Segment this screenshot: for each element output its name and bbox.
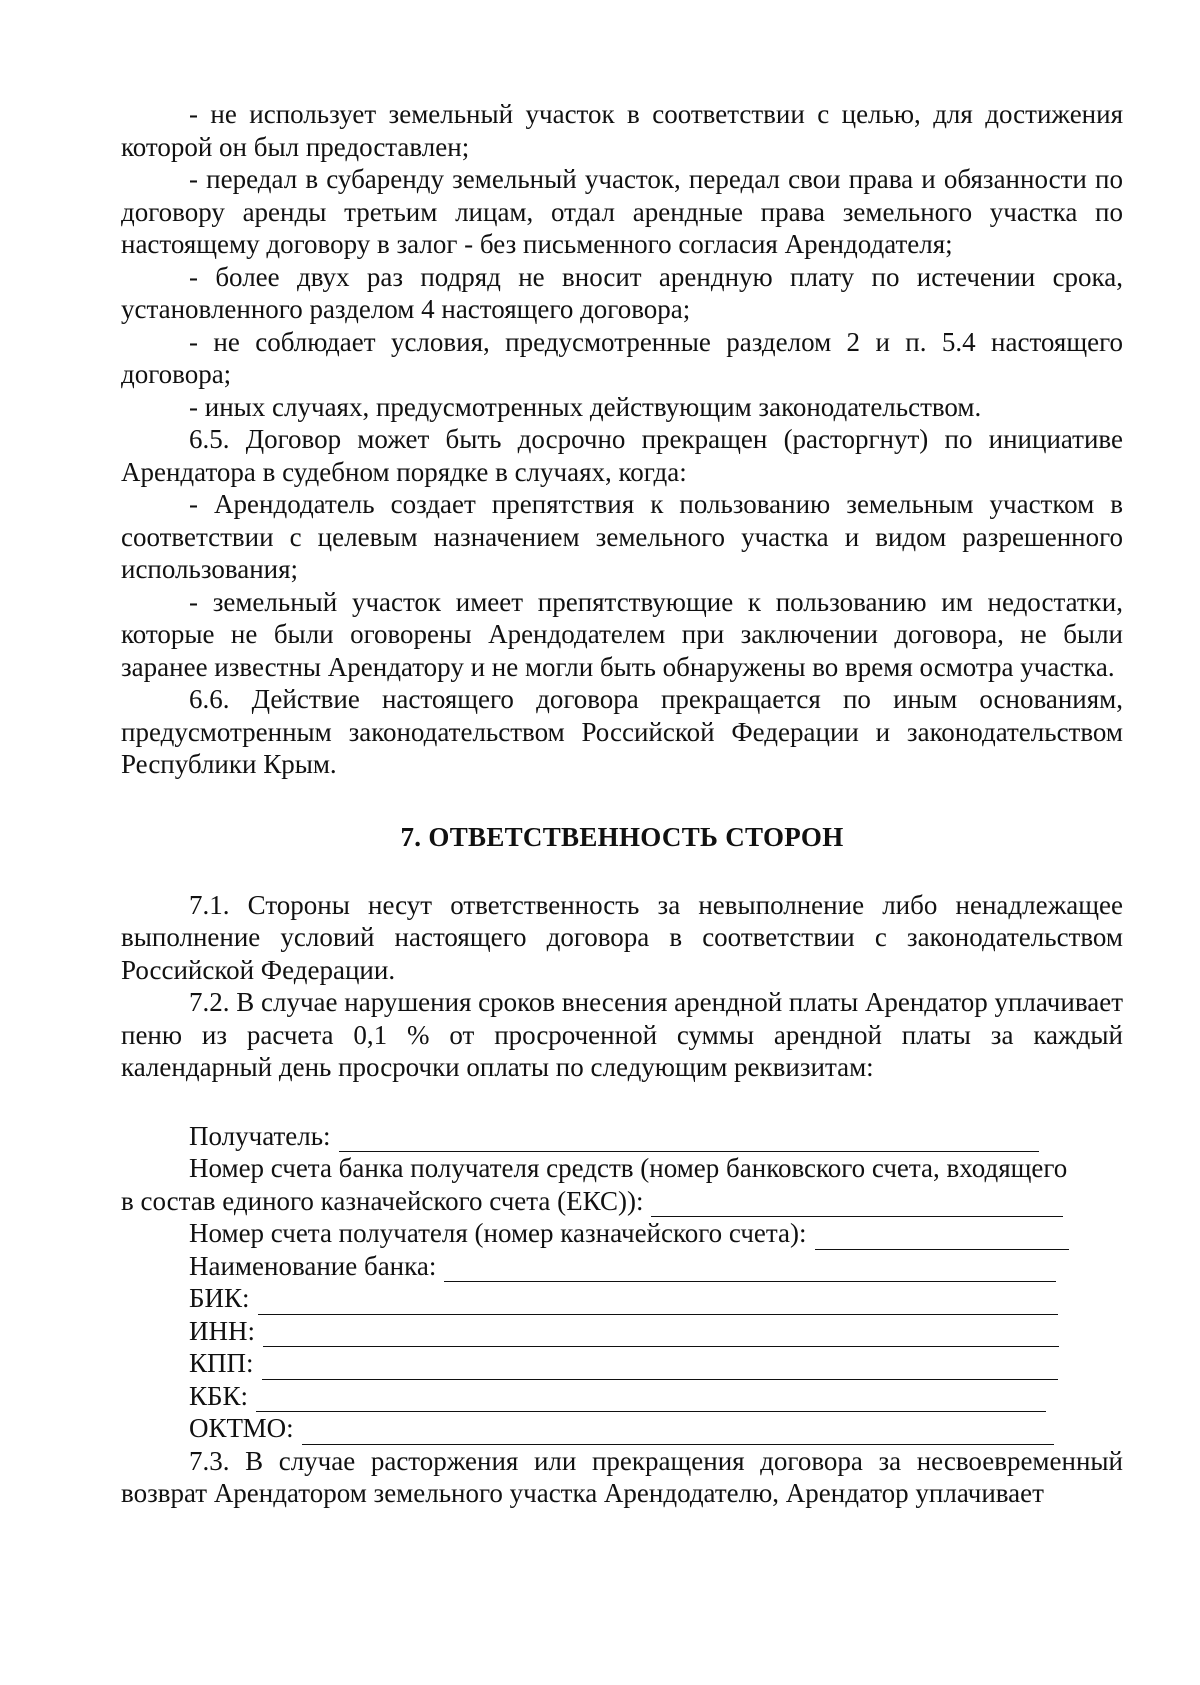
requisite-label: КПП: <box>189 1348 254 1378</box>
list-item: - иных случаях, предусмотренных действующим законодательством. <box>189 391 982 422</box>
blank-line <box>258 1290 1058 1315</box>
blank-line <box>339 1127 1039 1152</box>
requisite-label: БИК: <box>189 1283 250 1313</box>
requisite-label: Наименование банка: <box>189 1250 437 1281</box>
section-7-heading: 7. ОТВЕТСТВЕННОСТЬ СТОРОН <box>400 821 844 852</box>
requisite-oktmo <box>189 1412 1123 1445</box>
list-item: - более двух раз подряд не вносит арендную плату по истечении срока, установленного разделом 4 настоящего договора; <box>121 261 1123 324</box>
requisite-bank-name <box>189 1250 1123 1283</box>
requisite-kpp <box>189 1347 1123 1380</box>
requisite-kbk <box>189 1380 1123 1413</box>
requisite-label: в состав единого казначейского счета (ЕКС)): <box>121 1185 644 1216</box>
clause-6-6: 6.6. Действие настоящего договора прекращается по иным основаниям, предусмотренным законодательством Российской Федерации и законодательством Республики Крым. <box>121 684 1123 779</box>
requisite-label: Номер счета получателя (номер казначейского счета): <box>189 1218 807 1248</box>
blank-line <box>651 1192 1063 1217</box>
requisite-label: ИНН: <box>189 1315 255 1346</box>
document-body <box>121 98 1123 1510</box>
requisite-treasury-account <box>189 1217 1123 1250</box>
requisite-label: КБК: <box>189 1380 249 1411</box>
blank-line <box>302 1420 1054 1445</box>
requisite-label: ОКТМО: <box>189 1413 294 1443</box>
requisite-bik <box>189 1282 1123 1315</box>
list-item: - не использует земельный участок в соответствии с целью, для достижения которой он был предоставлен; <box>121 99 1123 162</box>
blank-line <box>263 1322 1059 1347</box>
list-item: - передал в субаренду земельный участок, передал свои права и обязанности по договору аренды третьим лицам, отдал арендные права земельного участка по настоящему договору в залог - без письменного согласия Арендодателя; <box>121 164 1123 259</box>
clause-7-1: 7.1. Стороны несут ответственность за невыполнение либо ненадлежащее выполнение условий настоящего договора в соответствии с законодательством Российской Федерации. <box>121 889 1123 985</box>
requisite-account <box>121 1185 1123 1218</box>
requisite-account-line1 <box>189 1152 1123 1185</box>
requisite-recipient <box>189 1120 1123 1153</box>
clause-7-2: 7.2. В случае нарушения сроков внесения арендной платы Арендатор уплачивает пеню из расчета 0,1 % от просроченной суммы арендной платы за каждый календарный день просрочки оплаты по следующим реквизитам: <box>121 987 1123 1082</box>
list-item: - земельный участок имеет препятствующие к пользованию им недостатки, которые не были оговорены Арендодателем при заключении договора, не были заранее известны Арендатору и не могли быть обнаружены во время осмотра участка. <box>121 586 1123 682</box>
requisite-label: Номер счета банка получателя средств (номер банковского счета, входящего <box>189 1153 1068 1183</box>
blank-line <box>444 1257 1056 1282</box>
blank-line <box>256 1387 1046 1412</box>
requisite-label: Получатель: <box>189 1120 331 1151</box>
list-item: - Арендодатель создает препятствия к пользованию земельным участком в соответствии с целевым назначением земельного участка и видом разрешенного использования; <box>121 489 1123 584</box>
blank-line <box>815 1225 1069 1250</box>
list-item: - не соблюдает условия, предусмотренные разделом 2 и п. 5.4 настоящего договора; <box>121 326 1123 389</box>
requisite-inn <box>189 1315 1123 1348</box>
clause-6-5: 6.5. Договор может быть досрочно прекращен (расторгнут) по инициативе Арендатора в судебном порядке в случаях, когда: <box>121 424 1123 487</box>
payment-requisites <box>121 1120 1123 1445</box>
clause-7-3: 7.3. В случае расторжения или прекращения договора за несвоевременный возврат Арендатором земельного участка Арендодателю, Арендатор уплачивает <box>121 1445 1123 1508</box>
blank-line <box>262 1355 1058 1380</box>
